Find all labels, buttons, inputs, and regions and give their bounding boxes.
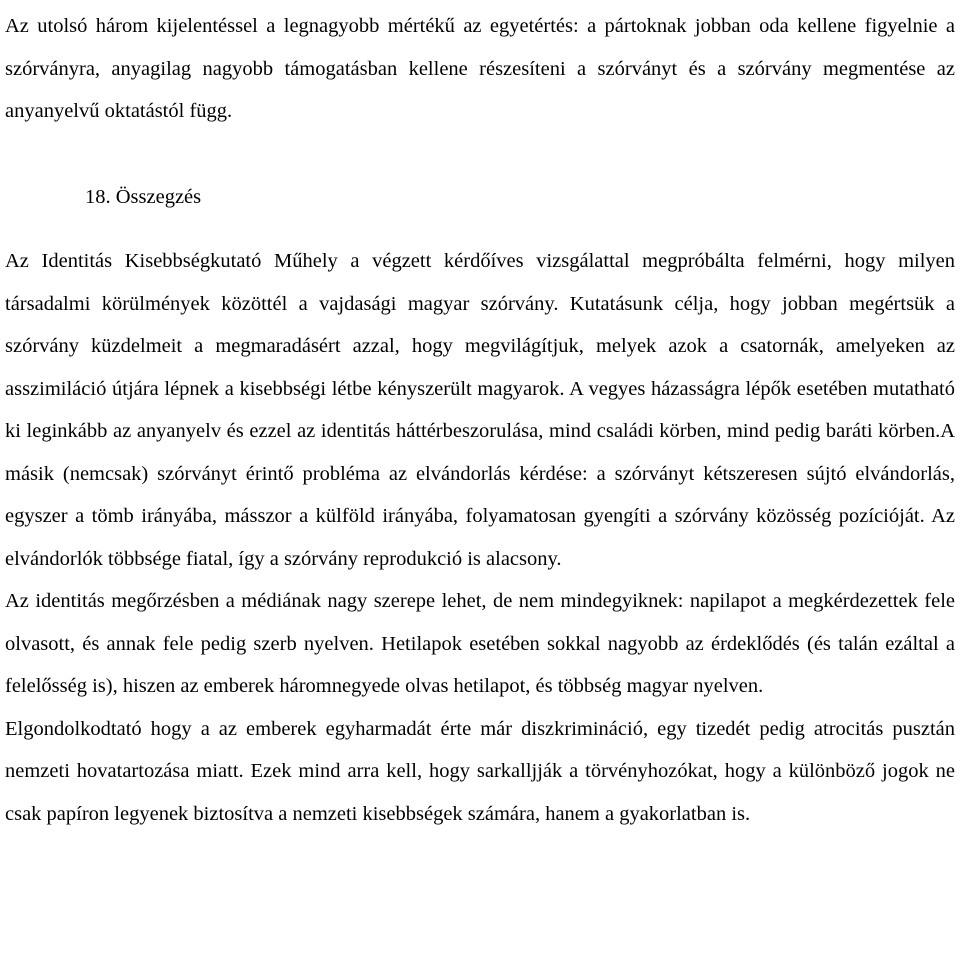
intro-paragraph: Az utolsó három kijelentéssel a legnagyobb mértékű az egyetértés: a pártoknak jobban oda kellene figyelnie a szórványra, anyagilag nagyobb támogatásban kellene részesíteni a szórványt és a szórvány megmentése az anyanyelvű oktatástól függ. — [5, 15, 955, 122]
body-paragraph: Az identitás megőrzésben a médiának nagy szerepe lehet, de nem mindegyiknek: napilapot a megkérdezettek fele olvasott, és annak fele pedig szerb nyelven. Hetilapok esetében sokkal nagyobb az érdeklődés (és talán ezáltal a felelősség is), hiszen az emberek háromnegyede olvas hetilapot, és többség magyar nyelven. — [5, 590, 955, 697]
section-heading: 18. Összegzés — [85, 185, 202, 208]
document-page — [5, 0, 955, 835]
body-paragraph: Az Identitás Kisebbségkutató Műhely a végzett kérdőíves vizsgálattal megpróbálta felmérni, hogy milyen társadalmi körülmények közöttél a vajdasági magyar szórvány. Kutatásunk célja, hogy jobban megértsük a szórvány küzdelmeit a megmaradásért azzal, hogy megvilágítjuk, melyek azok a csatornák, amelyeken az asszimiláció útjára lépnek a kisebbségi létbe kényszerült magyarok. A vegyes házasságra lépők esetében mutatható ki leginkább az anyanyelv és ezzel az identitás háttérbeszorulása, mind családi körben, mind pedig baráti körben.A másik (nemcsak) szórványt érintő probléma az elvándorlás kérdése: a szórványt kétszeresen sújtó elvándorlás, egyszer a tömb irányába, másszor a külföld irányába, folyamatosan gyengíti a szórvány közösség pozícióját. Az elvándorlók többsége fiatal, így a szórvány reprodukció is alacsony. — [5, 250, 955, 570]
body-paragraph: Elgondolkodtató hogy a az emberek egyharmadát érte már diszkrimináció, egy tizedét pedig atrocitás pusztán nemzeti hovatartozása miatt. Ezek mind arra kell, hogy sarkalljják a törvényhozókat, hogy a különböző jogok ne csak papíron legyenek biztosítva a nemzeti kisebbségek számára, hanem a gyakorlatban is. — [5, 717, 955, 825]
